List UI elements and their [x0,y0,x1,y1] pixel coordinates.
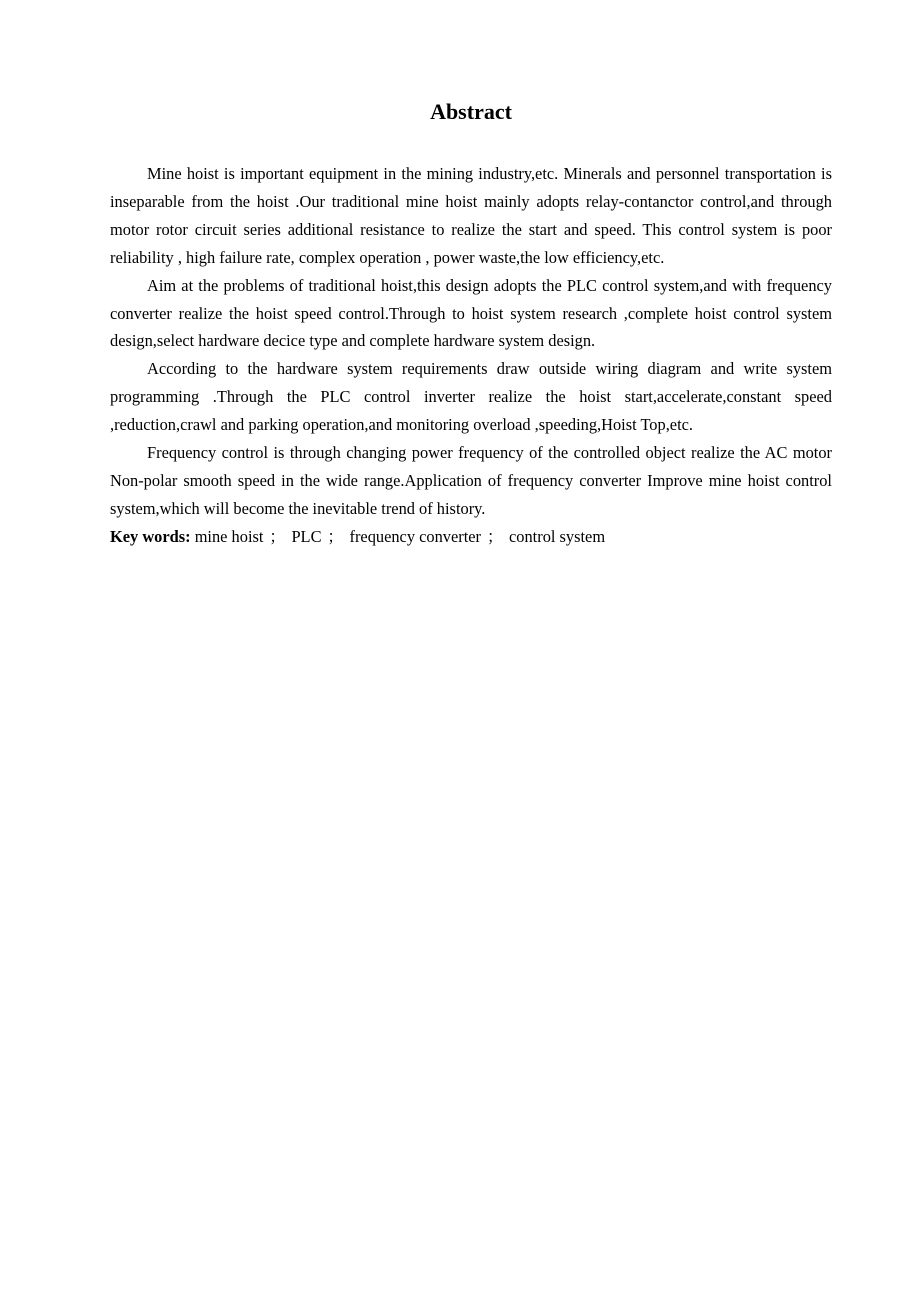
keyword-item: PLC [291,526,322,546]
abstract-paragraph: Frequency control is through changing power frequency of the controlled object realize the AC motor Non-polar smooth speed in the wide range.Application of frequency converter Improve mine hoist control system,which will become the inevitable trend of history. [110,443,832,518]
keyword-separator: ； [269,526,286,546]
keywords-label: Key words: [110,526,191,546]
abstract-paragraph: Aim at the problems of traditional hoist,this design adopts the PLC control system,and with frequency converter realize the hoist speed control.Through to hoist system research ,complete hoist control system design,select hardware decice type and complete hardware system design. [110,275,832,351]
page-title: Abstract [430,99,512,124]
keyword-separator: ； [327,526,344,546]
abstract-paragraph: According to the hardware system requirements draw outside wiring diagram and write system programming .Through the PLC control inverter realize the hoist start,accelerate,constant speed ,reduction,crawl and parking operation,and monitoring overload ,speeding,Hoist Top,etc. [110,359,832,435]
keyword-item: frequency converter [349,526,482,546]
keyword-item: mine hoist [194,526,264,546]
keywords-line [110,523,832,551]
abstract-body [110,160,832,551]
abstract-paragraph: Mine hoist is important equipment in the mining industry,etc. Minerals and personnel transportation is inseparable from the hoist .Our traditional mine hoist mainly adopts relay-contanctor control,and through motor rotor circuit series additional resistance to realize the start and speed. This control system is poor reliability , high failure rate, complex operation , power waste,the low efficiency,etc. [110,164,832,267]
keyword-separator: ； [486,526,504,546]
keyword-item: control system [509,526,606,546]
